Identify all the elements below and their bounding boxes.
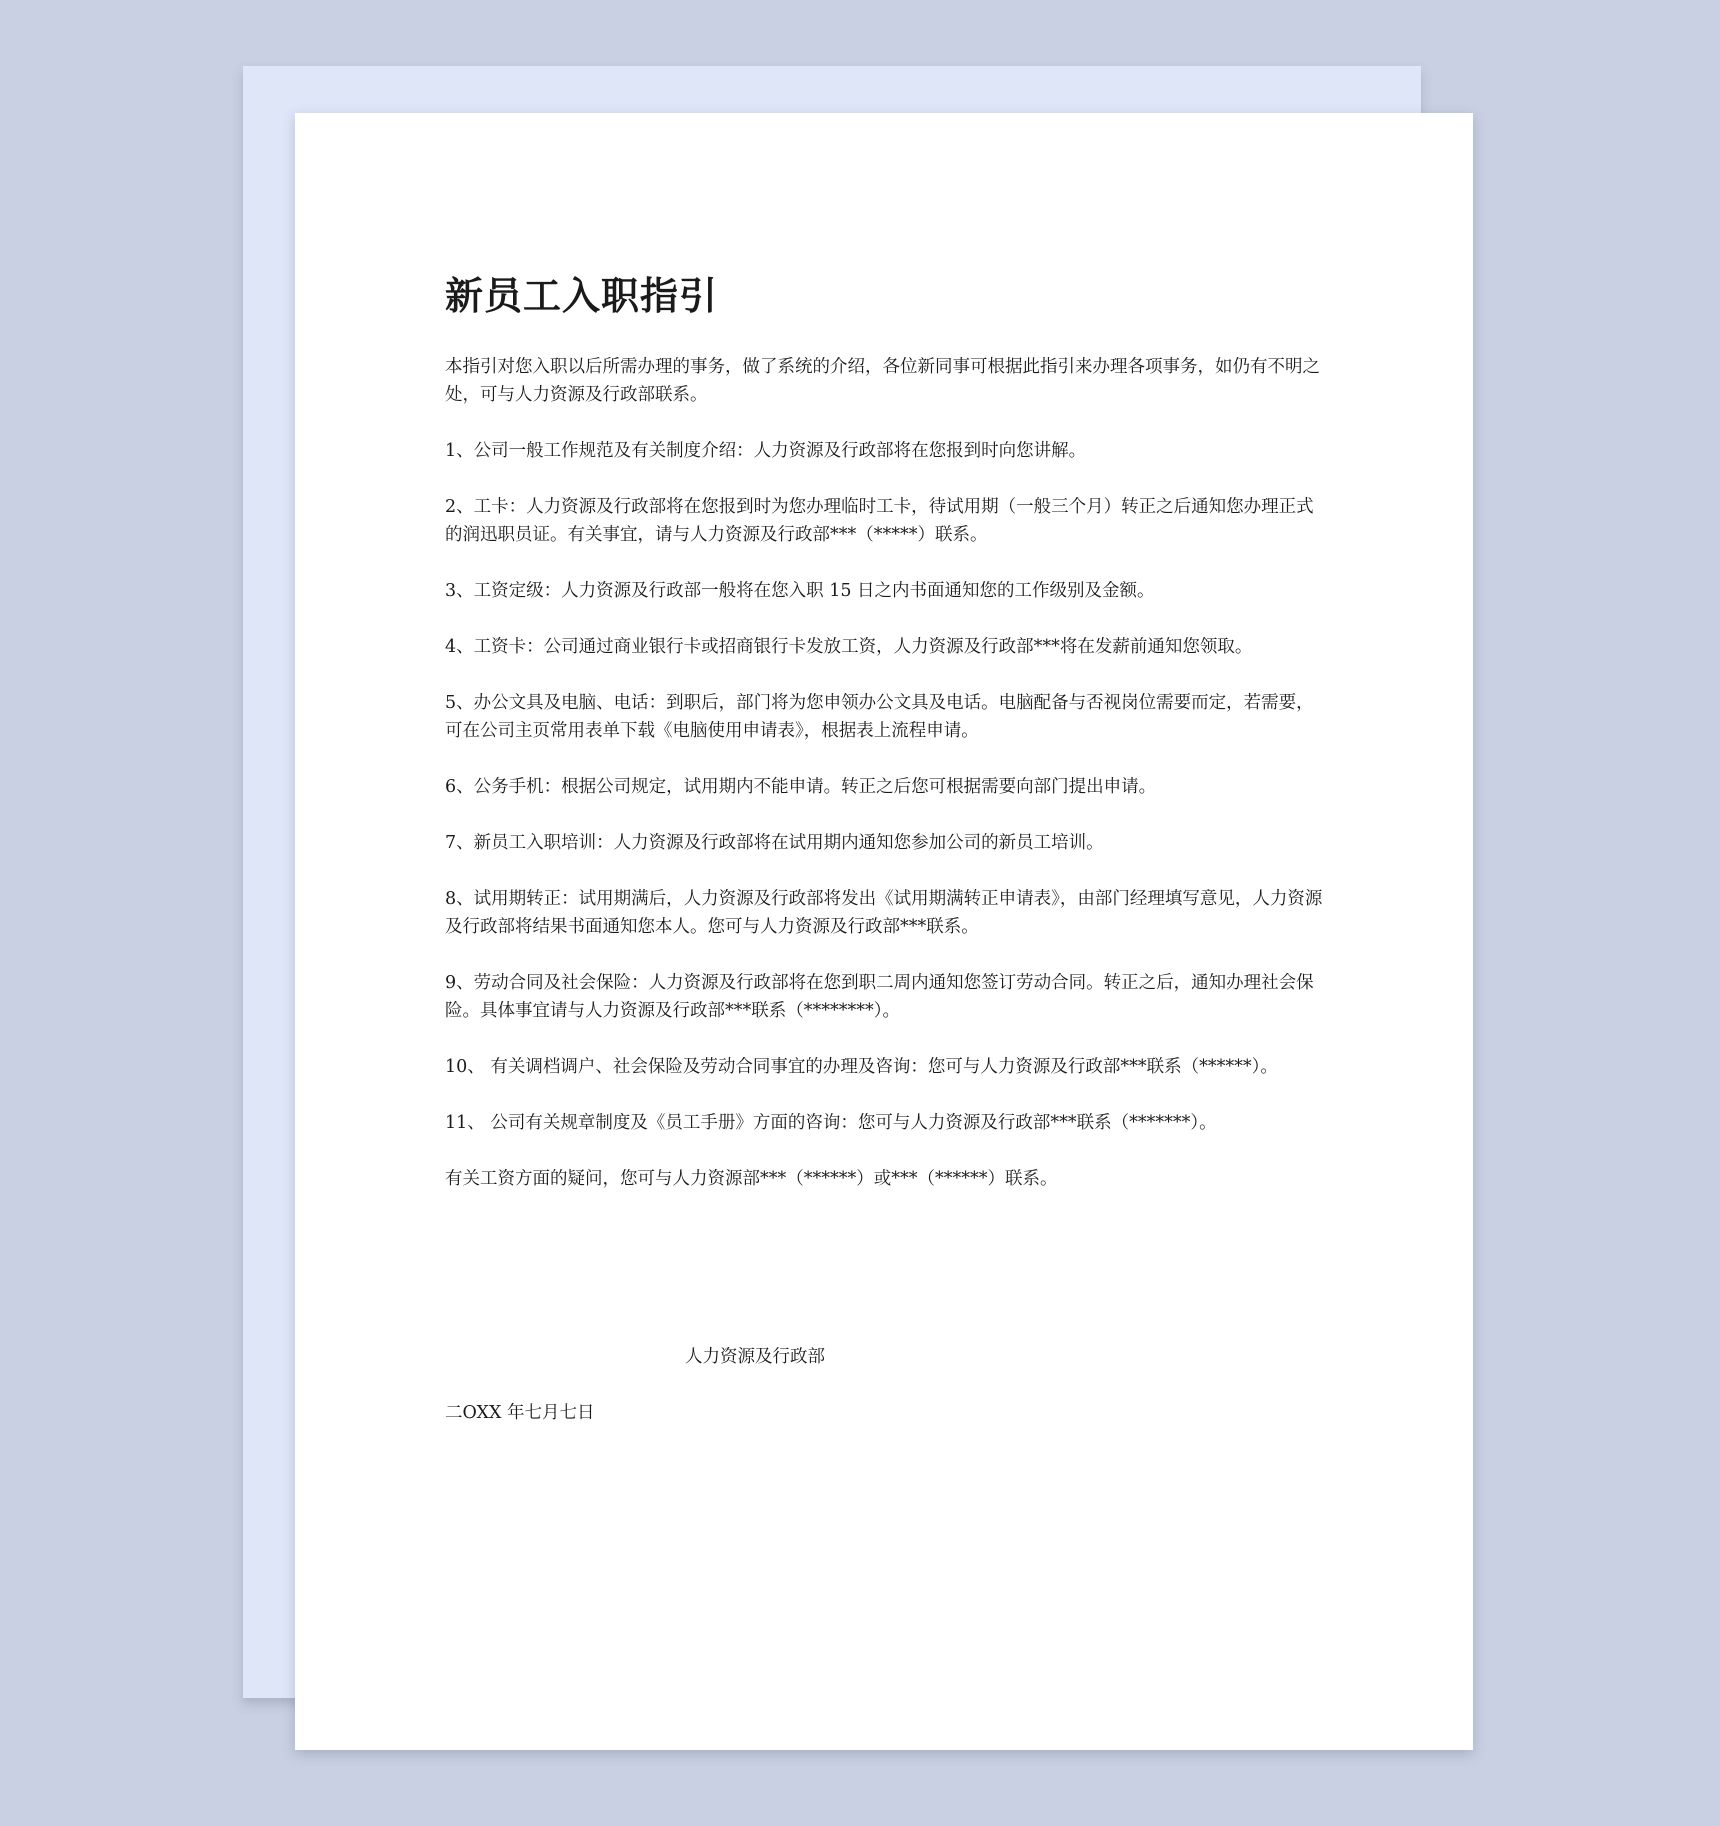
- item-2-paragraph: 2、工卡：人力资源及行政部将在您报到时为您办理临时工卡，待试用期（一般三个月）转正之后通知您办理正式的润迅职员证。有关事宜，请与人力资源及行政部***（*****）联系。: [445, 497, 1314, 545]
- document-body: [445, 273, 1325, 1427]
- document-title: 新员工入职指引: [445, 273, 719, 318]
- intro-paragraph: 本指引对您入职以后所需办理的事务，做了系统的介绍，各位新同事可根据此指引来办理各项事务，如仍有不明之处，可与人力资源及行政部联系。: [445, 357, 1320, 405]
- item-5-paragraph: 5、办公文具及电脑、电话：到职后，部门将为您申领办公文具及电话。电脑配备与否视岗位需要而定，若需要，可在公司主页常用表单下载《电脑使用申请表》，根据表上流程申请。: [445, 693, 1314, 741]
- item-1-paragraph: 1、公司一般工作规范及有关制度介绍：人力资源及行政部将在您报到时向您讲解。: [445, 441, 1087, 461]
- item-6-paragraph: 6、公务手机：根据公司规定，试用期内不能申请。转正之后您可根据需要向部门提出申请。: [445, 777, 1157, 797]
- item-8-paragraph: 8、试用期转正：试用期满后，人力资源及行政部将发出《试用期满转正申请表》，由部门经理填写意见，人力资源及行政部将结果书面通知您本人。您可与人力资源及行政部***联系。: [445, 889, 1323, 937]
- document-date: 二OXX 年七月七日: [445, 1403, 595, 1423]
- item-7-paragraph: 7、新员工入职培训：人力资源及行政部将在试用期内通知您参加公司的新员工培训。: [445, 833, 1104, 853]
- signature-department: 人力资源及行政部: [685, 1347, 825, 1367]
- salary-inquiry-paragraph: 有关工资方面的疑问，您可与人力资源部***（******）或***（******）联系。: [445, 1169, 1058, 1189]
- item-11-paragraph: 11、 公司有关规章制度及《员工手册》方面的咨询：您可与人力资源及行政部***联系（*******）。: [445, 1113, 1217, 1133]
- item-10-paragraph: 10、 有关调档调户、社会保险及劳动合同事宜的办理及咨询：您可与人力资源及行政部***联系（******）。: [445, 1057, 1278, 1077]
- item-9-paragraph: 9、劳动合同及社会保险：人力资源及行政部将在您到职二周内通知您签订劳动合同。转正之后，通知办理社会保险。具体事宜请与人力资源及行政部***联系（********）。: [445, 973, 1314, 1021]
- document-page: [295, 113, 1473, 1750]
- item-3-paragraph: 3、工资定级：人力资源及行政部一般将在您入职 15 日之内书面通知您的工作级别及金额。: [445, 581, 1155, 601]
- item-4-paragraph: 4、工资卡：公司通过商业银行卡或招商银行卡发放工资，人力资源及行政部***将在发薪前通知您领取。: [445, 637, 1253, 657]
